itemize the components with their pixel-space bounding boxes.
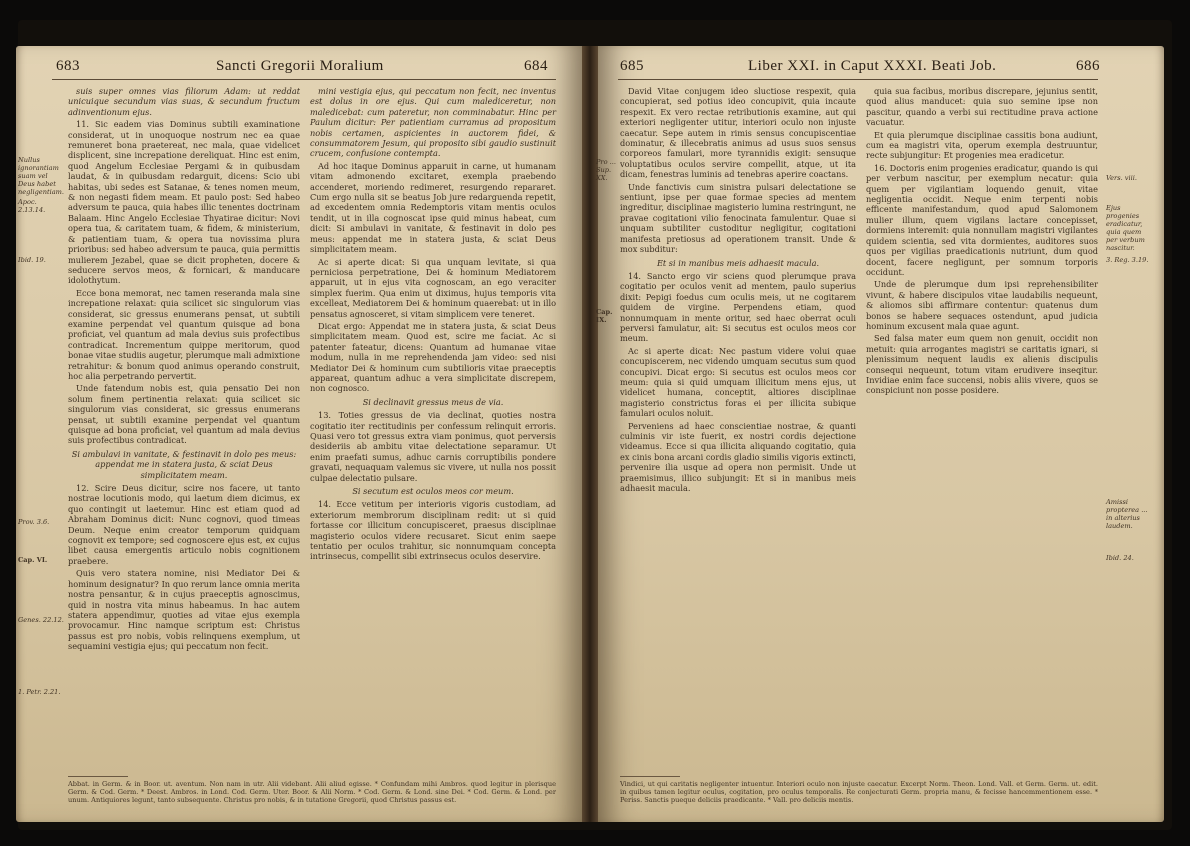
header-rule [52,79,556,80]
paragraph: Sed falsa mater eum quem non genuit, occidit non metuit: quia arrogantes magistri se caritatis ignari, si plenissimum nequent laudis ex alienis discipulis consequi nequeunt, totum vitam erudivere inseqitur. Invidiae enim face succensi, nobis aliis vivere, quos se conspiciunt non posse posidere. [866,333,1098,396]
chapter-marker: Cap. IX. [596,308,613,324]
margin-note: Ibid. 24. [1106,554,1134,562]
paragraph: Ad hoc itaque Dominus apparuit in carne, ut humanam vitam admonendo excitaret, exempla praebendo accenderet, moriendo redimeret, resurgendo repararet. Cum ergo nulla sit se beatus Job jure redarguenda repetit, ad excedentem omnia Redemptoris vitam mentis oculos tendit, ut in illa cognoscat ipse quid minus habeat, cum dicit: Si ambulavi in vanitate, & festinavit in dolo pes meus: appendat me in statera justa, & sciat Deus simplicitatem meam. [310,160,556,255]
margin-note: Genes. 22.12. [18,616,64,624]
text-column-1 [68,86,300,730]
footnote-text: Vindici, ut qui caritatis negligenter intuentur. Interiori oculo non injuste caecatur. Excerpt Norm. Theon. Lond. Vall. et Germ. Germ. ut. edit. in quibus tamen legitur oculus, cogitation, pro oculus temporalis. Re conjecturati Germ. propria manu, & fecisse hancemmentionem esse. * Periss. Sanctis pueque deliciis praedicante. * Vall. pro deliciis mentis. [620,780,1098,804]
footnotes-left [68,776,556,804]
margin-note: 3. Reg. 3.19. [1106,256,1149,264]
scripture-lemma: Et si in manibus meis adhaesit macula. [656,257,820,268]
paragraph: 14. Sancto ergo vir sciens quod plerumque prava cogitatio per oculos venit ad mentem, paulo superius dixit: Pepigi foedus cum oculis meis, ut ne cogitarem quidem de virgine. Perpendens etiam, quod nonnumquam in mente oritur, sed haec oberrat oculi perversi famulatur, ait: Si secutus est oculos meos cor meum. [620,270,856,344]
paragraph: Et quia plerumque disciplinae cassitis bona audiunt, cum ea magistri vita, operum exempla destruuntur, recte subjungitur: Et progenies mea eradicetur. [866,129,1098,161]
margin-note: Ejus progenies eradicatur, quia quem per verbum nascitur. [1106,204,1145,252]
margin-note: Pro ... Sup. XX. [596,158,616,182]
scripture-lemma: Si declinavit gressus meus de via. [362,396,504,407]
paragraph: 11. Sic eadem vias Dominus subtili examinatione considerat, ut in unoquoque nostrum nec ea quae remuneret bona praetereat, nec mala, quae videlicet displicent, sine increpatione dereliquat. Hinc est enim, quod Angelum Ecclesiae Pergami & in quibusdam laudat, & in quibusdam redarguit, dicens: Scio ubi habitas, ubi sedes est Satanae, & tenes nomen meum, & non negasti fidem meam. Et paulo post: Sed habeo adversum te pauca, quia habes illic tenentes doctrinam Balaam. Hinc Angelo Ecclesiae Thyatirae dicitur: Novi opera tua, & caritatem tuam, & fidem, & ministerium, & patientiam tuam, & opera tua novissima plura prioribus: sed habeo adversum te pauca, quia permittis mulierem Jezabel, quae se dicit propheten, docere & seducere servos meos, & fornicari, & manducare idolothytum. [68,119,300,286]
paragraph: David Vitae conjugem ideo sluctiose respexit, quia concupierat, sed potius ideo concupivit, quia incaute respexit. Ex vero rectae retributionis examine, aut qui exteriori negligenter utitur, interiori oculo non injuste caecatur. Sepe autem in rimis sensus concupiscentiae dominatur, & illecebratis animus ad usus suos sensus corporeos famulari, more tyrannidis exigit: sensuque voluptatibus oculos servire compellit, atque, ut ita dicam, fenestras luminis ad tenebras aperire coactans. [620,86,856,180]
paragraph: Quis vero statera nomine, nisi Mediator Dei & hominum designatur? In quo rerum lance omnia merita nostra pensantur, & in cujus praeceptis agnoscimus, quid in nostra vita minus habeamus. In hac autem statera appendimur, quoties ad vitae ejus exempla provocamur. Hinc namque scriptum est: Christus passus est pro nobis, vobis relinquens exemplum, ut sequamini vestigia ejus; qui peccatum non fecit. [68,568,300,652]
text-column-2 [310,86,556,730]
header-rule [618,79,1098,80]
paragraph: 14. Ecce vetitum per interioris vigoris custodiam, ad exteriorum membrorum disciplinam redit: ut si quid fortasse cor illicitum concupisceret, praesus disciplinae magisterio oculos videre recusaret. Sicut enim saepe tentatio per oculos trahitur, sic nonnumquam concepta intrinsecus, compellit sibi extrinsecus oculos deservire. [310,499,556,562]
paragraph: suis super omnes vias filiorum Adam: ut reddat unicuique secundum vias suas, & secundum fructum adinventionum ejus. [68,86,300,117]
page-number-right: 686 [1076,58,1100,74]
paragraph: Unde fanctivis cum sinistra pulsari delectatione se sentiunt, ipse per quae formae species ad mentem ingreditur, disciplinae magisterio lumina restringunt, ne pravae cogitationi vilio fenocinata famulentur. Quae si unquam subtiliter custoditur negligitur, cogitationi manifesta pretiosus ad operationem transit. Unde & mox subditur: [620,181,856,255]
paragraph: Unde de plerumque dum ipsi reprehensibiliter vivunt, & habere discipulos vitae laudabilis nequeunt, & aliomos sibi affirmare contentur: quatenus dum bonos se habere sequaces ostendunt, apud judicia hominum excusent mala quae agunt. [866,279,1098,331]
paragraph: Unde fatendum nobis est, quia pensatio Dei non solum finem pertinentia relaxat: quia scilicet sic singulorum vias considerat, sic gressus enumerans pensat, ut subtili examine perpendat vel quantum quisque ad bona proficiat, vel quantum ad mala devius suis profectibus contradicat. [68,383,300,446]
scripture-lemma: Si secutum est oculos meos cor meum. [352,486,514,497]
running-head-left: Sancti Gregorii Moralium [216,58,384,74]
margin-note: Amissi propterea ... in alterius laudem. [1106,498,1148,530]
margin-note: Apoc. 2.13.14. [18,198,46,214]
margin-note: Nullus ignorantiam suam vel Deus habet negligentiam. [18,156,64,196]
left-page [16,46,582,822]
margin-note: Vers. viii. [1106,174,1137,182]
paragraph: 12. Scire Deus dicitur, scire nos facere, ut tanto nostrae locutionis modo, qui laetum diem dicimus, ex quo contingit ut laetemur. Hinc est etiam quod ad Abraham Dominus dicit: Nunc cognovi, quod timeas Deum. Neque enim creator temporum quidquam cognovit ex tempore; sed cognoscere ejus est, ex cujus libet causa emergentis articulo nobis cognitionem praebere. [68,483,300,566]
paragraph: Ecce bona memorat, nec tamen reseranda mala sine increpatione relaxat: quia scilicet sic singulorum vias considerat, sic gressus enumerans pensat, ut subtili examine perpendat vel quantum quisque ad bona proficiat, vel quantum ad mala devius suis profectibus contradicat. Incrementum quippe meritorum, quod bonae vitae studiis augetur, plerumque mali admixtione retrahitur: & bonum quod animus operando construit, hoc alia perpetrando pervertit. [68,287,300,381]
margin-note: 1. Petr. 2.21. [18,688,61,696]
footnote-separator [620,776,680,777]
page-number-left-col2: 684 [524,58,548,74]
margin-note: Ibid. 19. [18,256,46,264]
paragraph: Dicat ergo: Appendat me in statera justa, & sciat Deus simplicitatem meam. Quod est, scire me faciat. Ac si patenter fateatur, dicens: Quantum ad humanae vitae modum, nulla in me reprehendenda jam video: sed nisi Mediator Dei & hominum cum subtilioris vitae praeceptis appareat, quantum adhuc a vera simplicitate discrepem, non cognosco. [310,320,556,394]
margin-note: Prov. 3.6. [18,518,50,526]
text-column-2 [866,86,1098,730]
paragraph: Perveniens ad haec conscientiae nostrae, & quanti culminis vir iste fuerit, ex nostri cordis dejectione videamus. Ecce si qua illicita aliquando cogitatio, quia ex cinis bona arcani cordis gladio similis vigoris extincti, pervenire ilia usque ad opera non permisit. Unde ut praemisimus, illico subjungit: Et si in manibus meis adhaesit macula. [620,420,856,494]
paragraph: Ac si aperte dicat: Si qua unquam levitate, si qua perniciosa perpetratione, Dei & hominum Mediatorem apparuit, ut in ejus vita cognoscam, an ego veraciter simplex fuerim. Qua enim ut diximus, hujus temporis vita excelleat, Mediatorem Dei & hominum quaerebat: ut in illo pensatus agnosceret, si vitam simplicem vere teneret. [310,256,556,319]
footnote-separator [68,776,128,777]
paragraph: 16. Doctoris enim progenies eradicatur, quando is qui per verbum nascitur, per exemplum necatur: quia quem per vigilantiam loquendo genuit, vitae negligentia occidit. Neque enim terpenti nobis efficente manifestandum, quod apud Salomonem mulier illum, quem vigilans lactare concepisset, dormiens interemit: quia nonnullam magistri vigilantes quidem scientia, sed vita dormientes, auditores suos quos per vigilias praedicationis nutriunt, dum quod docent, facere negligunt, per somnum torporis occidunt. [866,162,1098,277]
paragraph: mini vestigia ejus, qui peccatum non fecit, nec inventus est dolus in ore ejus. Qui cum malediceretur, non maledicebat: cum pateretur, non comminabatur. Hinc per Paulum dicitur: Per patientiam curramus ad propositum nobis certamen, aspicientes in auctorem fidei, & consummatorem Jesum, qui proposito sibi gaudio sustinuit crucem, confusione contempta. [310,86,556,159]
paragraph: 13. Toties gressus de via declinat, quoties nostra cogitatio iter rectitudinis per confessum relinquit erroris. Quasi vero tot gressus extra viam ponimus, quot perversis desideriis ab ambitu vitae delectatione separamur. Ut enim praefati sumus, adhuc carnis corruptibilis pondere gravati, nequaquam valemus sic vivere, ut nulla nos possit culpae delectatio pulsare. [310,410,556,483]
chapter-marker: Cap. VI. [18,556,48,564]
paragraph: Ac si aperte dicat: Nec pastum videre volui quae concupiscerem, nec videndo umquam secutus sum quod concupivi. Dicat ergo: Si secutus est oculos meos cor meum: quia si quid umquam illicitum mens ejus, ut videlicet humana, conceptit, altiores disciplinae magisterio constrictus foras ei per illicita subique famulari oculos noluit. [620,345,856,419]
footnote-text: Abbat. in Germ. & in Boor. ut. aventum. Non nam in utr. Alii videbant. Alii aliud egisse. * Confundam mihi Ambros. quod legitur in plerisque Germ. & Cod. Germ. * Deest. Ambros. in Lond. Cod. Germ. Uter. Boor. & Alii Norm. * Cod. Germ. & Lond. sine Dei. * Cod. Germ. & Lond. per unum. Antiquiores legunt, tanto subsequente. Christus pro nobis, & in tutatione Gregorii, quod Christus passus est. [68,780,556,804]
right-page [598,46,1164,822]
paragraph: quia sua facibus, moribus discrepare, jejunius sentit, quod alius manducet: quia suo semine ipse non pascitur, quando a verbi sui rectitudine prava actione vacuatur. [866,86,1098,128]
running-head-right: Liber XXI. in Caput XXXI. Beati Job. [748,58,997,74]
page-number-right-col1: 685 [620,58,644,74]
text-column-1 [620,86,856,730]
scripture-lemma: Si ambulavi in vanitate, & festinavit in dolo pes meus: appendat me in statera justa, & sciat Deus simplicitatem meam. [71,448,297,480]
page-number-left: 683 [56,58,80,74]
footnotes-right [620,776,1098,804]
